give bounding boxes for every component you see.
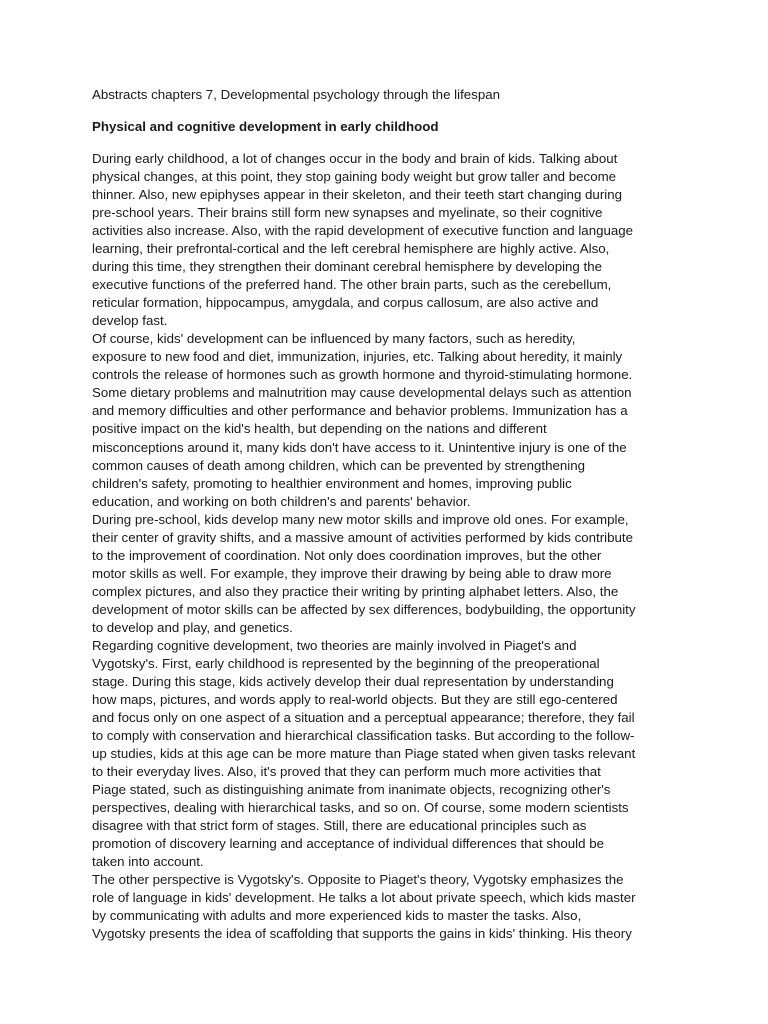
document-content (92, 86, 688, 943)
text-line: executive functions of the preferred hand. The other brain parts, such as the cerebellum, (92, 277, 612, 293)
text-line: The other perspective is Vygotsky's. Opposite to Piaget's theory, Vygotsky emphasizes the (92, 872, 624, 888)
text-line: During pre-school, kids develop many new motor skills and improve old ones. For example, (92, 511, 629, 527)
text-line: common causes of death among children, which can be prevented by strengthening (92, 457, 586, 473)
text-line: education, and working on both children's and parents' behavior. (92, 493, 471, 509)
section-title: Physical and cognitive development in early childhood (92, 119, 439, 134)
text-line: their center of gravity shifts, and a massive amount of activities performed by kids contribute (92, 529, 633, 545)
text-line: controls the release of hormones such as growth hormone and thyroid-stimulating hormone. (92, 367, 633, 383)
paragraph (92, 150, 688, 330)
paragraph (92, 511, 688, 637)
text-line: during this time, they strengthen their dominant cerebral hemisphere by developing the (92, 259, 603, 275)
paragraph (92, 637, 688, 871)
text-line: physical changes, at this point, they stop gaining body weight but grow taller and become (92, 169, 617, 185)
text-line: Some dietary problems and malnutrition may cause developmental delays such as attention (92, 385, 632, 401)
text-line: develop fast. (92, 313, 168, 329)
text-line: Vygotsky presents the idea of scaffolding that supports the gains in kids' thinking. His theory (92, 926, 632, 942)
paragraph (92, 871, 688, 943)
text-line: role of language in kids' development. He talks a lot about private speech, which kids master (92, 890, 636, 906)
text-line: and focus only on one aspect of a situation and a perceptual appearance; therefore, they fail (92, 709, 635, 725)
document-heading: Abstracts chapters 7, Developmental psychology through the lifespan (92, 87, 501, 102)
text-line: Regarding cognitive development, two theories are mainly involved in Piaget's and (92, 637, 577, 653)
text-line: exposure to new food and diet, immunization, injuries, etc. Talking about heredity, it mainly (92, 349, 623, 365)
text-line: motor skills as well. For example, they improve their drawing by being able to draw more (92, 565, 612, 581)
text-line: perspectives, dealing with hierarchical tasks, and so on. Of course, some modern scientists (92, 800, 629, 816)
text-line: thinner. Also, new epiphyses appear in their skeleton, and their teeth start changing during (92, 187, 622, 203)
paragraph-container (92, 150, 688, 943)
text-line: to the improvement of coordination. Not only does coordination improves, but the other (92, 547, 602, 563)
text-line: children's safety, promoting to healthier environment and homes, improving public (92, 475, 572, 491)
text-line: to comply with conservation and hierarchical classification tasks. But according to the follow- (92, 728, 635, 743)
text-line: development of motor skills can be affected by sex differences, bodybuilding, the opportunity (92, 601, 636, 617)
text-line: and memory difficulties and other performance and behavior problems. Immunization has a (92, 403, 628, 419)
text-line: promotion of discovery learning and acceptance of individual differences that should be (92, 836, 605, 852)
text-line: to develop and play, and genetics. (92, 619, 293, 635)
text-line: taken into account. (92, 854, 204, 870)
text-line: Vygotsky's. First, early childhood is represented by the beginning of the preoperational (92, 655, 600, 671)
text-line: by communicating with adults and more experienced kids to master the tasks. Also, (92, 908, 582, 924)
text-line: how maps, pictures, and words apply to real-world objects. But they are still ego-centered (92, 691, 618, 707)
text-line: learning, their prefrontal-cortical and the left cerebral hemisphere are highly active. Also, (92, 241, 610, 257)
text-line: activities also increase. Also, with the rapid development of executive function and language (92, 223, 634, 239)
text-line: up studies, kids at this age can be more mature than Piage stated when given tasks relevant (92, 746, 636, 762)
text-line: complex pictures, and also they practice their writing by printing alphabet letters. Also, the (92, 583, 619, 599)
text-line: misconceptions around it, many kids don't have access to it. Unintentive injury is one of the (92, 439, 627, 455)
text-line: reticular formation, hippocampus, amygdala, and corpus callosum, are also active and (92, 295, 599, 311)
text-line: pre-school years. Their brains still form new synapses and myelinate, so their cognitive (92, 205, 603, 221)
text-line: to their everyday lives. Also, it's proved that they can perform much more activities that (92, 764, 601, 780)
text-line: stage. During this stage, kids actively develop their dual representation by understanding (92, 673, 614, 689)
text-line: Piage stated, such as distinguishing animate from inanimate objects, recognizing other's (92, 782, 611, 798)
text-line: positive impact on the kid's health, but depending on the nations and different (92, 421, 547, 437)
text-line: Of course, kids' development can be influenced by many factors, such as heredity, (92, 331, 576, 347)
text-line: During early childhood, a lot of changes occur in the body and brain of kids. Talking about (92, 151, 618, 166)
text-line: disagree with that strict form of stages. Still, there are educational principles such as (92, 818, 587, 834)
paragraph (92, 330, 688, 510)
